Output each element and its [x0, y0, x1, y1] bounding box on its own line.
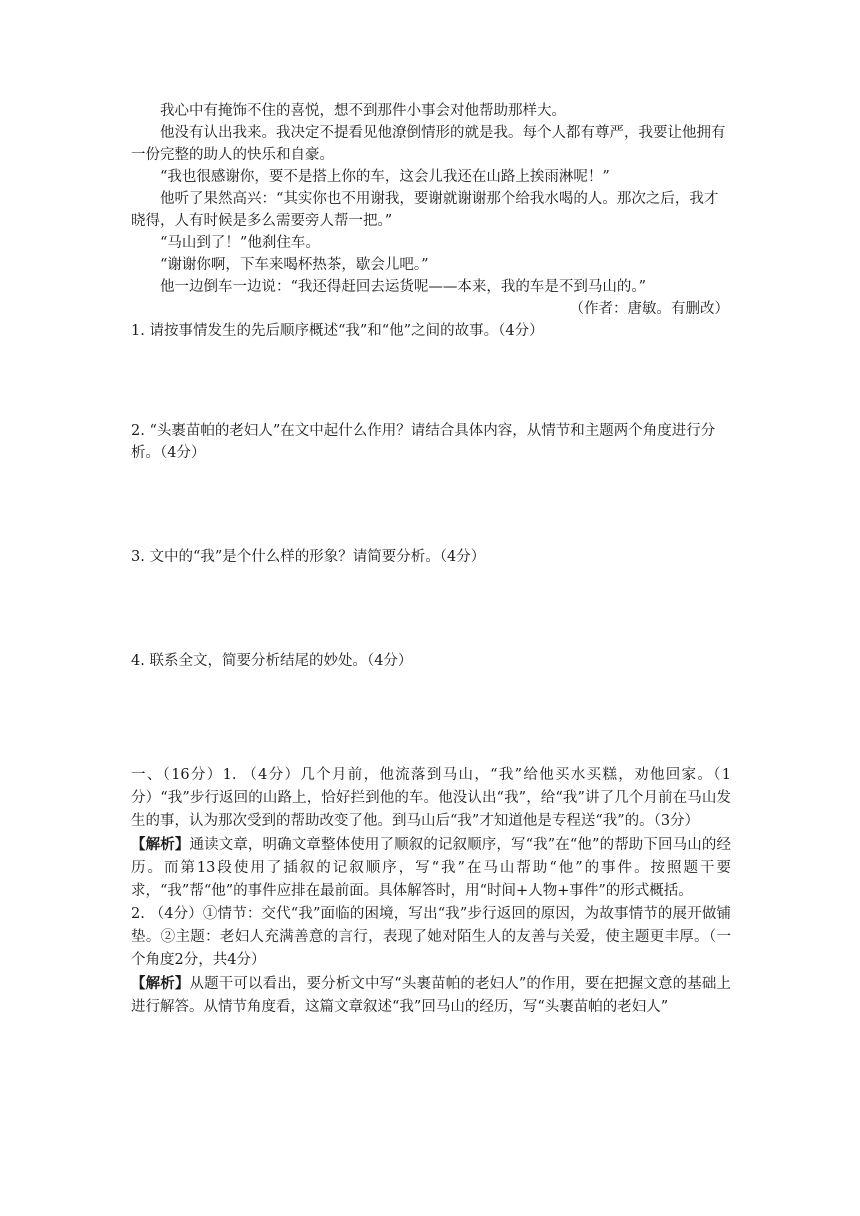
explanation-tag: 【解析】 [131, 836, 190, 853]
answer-1: 一、（16分）1. （4分）几个月前，他流落到马山，“我”给他买水买糕，劝他回家。（1分）“我”步行返回的山路上，恰好拦到他的车。他没认出“我”，给“我”讲了几个月前在马山发生的事，认为那次受到的帮助改变了他。到马山后“我”才知道他是专程送“我”的。（3分） [131, 767, 731, 829]
question-3: 3. 文中的“我”是个什么样的形象？请简要分析。（4分） [131, 549, 486, 565]
answer-space-2 [131, 464, 731, 546]
story-paragraph: 他听了果然高兴：“其实你也不用谢我，要谢就谢谢那个给我水喝的人。那次之后，我才晓得，人有时候是多么需要旁人帮一把。” [131, 191, 719, 229]
story-paragraph: 他没有认出我来。我决定不提看见他潦倒情形的就是我。每个人都有尊严，我要让他拥有一份完整的助人的快乐和自豪。 [131, 125, 726, 163]
answer-space-3 [131, 568, 731, 650]
question-1: 1. 请按事情发生的先后顺序概述“我”和“他”之间的故事。（4分） [131, 323, 544, 339]
answer-space-1 [131, 342, 731, 420]
document-page [131, 100, 731, 1019]
answer-2: 2. （4分）①情节：交代“我”面临的困境，写出“我”步行返回的原因，为故事情节的展开做铺垫。②主题：老妇人充满善意的言行，表现了她对陌生人的友善与关爱，使主题更丰厚。（一个角度2分，共4分） [131, 906, 731, 968]
story-paragraph: 我心中有掩饰不住的喜悦，想不到那件小事会对他帮助那样大。 [160, 103, 566, 119]
story-paragraph: “我也很感谢你，要不是搭上你的车，这会儿我还在山路上挨雨淋呢！” [160, 169, 610, 185]
explanation-1 [131, 833, 731, 903]
story-paragraph: “谢谢你啊，下车来喝杯热茶，歇会儿吧。” [160, 257, 429, 273]
author-credit: （作者：唐敏。有删改） [569, 301, 729, 317]
explanation-tag: 【解析】 [131, 975, 190, 992]
story-paragraph: 他一边倒车一边说：“我还得赶回去运货呢——本来，我的车是不到马山的。” [160, 279, 647, 295]
story-paragraph: “马山到了！”他刹住车。 [160, 235, 320, 251]
answer-space-4 [131, 672, 731, 764]
explanation-text: 从题干可以看出，要分析文中写“头裹苗帕的老妇人”的作用，要在把握文意的基础上进行解答。从情节角度看，这篇文章叙述“我”回马山的经历，写“头裹苗帕的老妇人” [131, 976, 732, 1015]
explanation-2 [131, 972, 731, 1019]
question-2: 2. “头裹苗帕的老妇人”在文中起什么作用？请结合具体内容，从情节和主题两个角度进行分析。（4分） [131, 423, 716, 461]
question-4: 4. 联系全文，简要分析结尾的妙处。（4分） [131, 653, 413, 669]
explanation-text: 通读文章，明确文章整体使用了顺叙的记叙顺序，写“我”在“他”的帮助下回马山的经历。而第13段使用了插叙的记叙顺序，写“我”在马山帮助“他”的事件。按照题干要求，“我”帮“他”的事件应排在最前面。具体解答时，用“时间+人物+事件”的形式概括。 [131, 837, 731, 899]
